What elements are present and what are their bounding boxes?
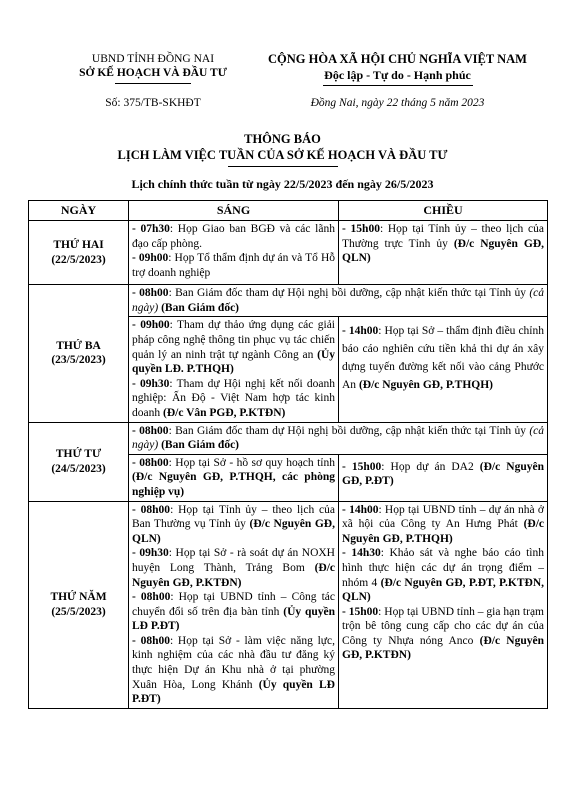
schedule-item: - 14h00: Họp tại UBND tỉnh – dự án nhà ở xã hội của Công ty An Hưng Phát (Đ/c Nguyên GĐ, P.THQH): [342, 503, 544, 545]
schedule-item: - 08h00: Họp tại UBND tỉnh – Công tác chuyển đổi số trên địa bàn tỉnh (Ủy quyền LĐ P.ĐT): [132, 591, 336, 633]
all-day-cell: - 08h00: Ban Giám đốc tham dự Hội nghị bồi dưỡng, cập nhật kiến thức tại Tỉnh ủy (cả ngày) (Ban Giám đốc): [129, 422, 548, 454]
nation-name: CỘNG HÒA XÃ HỘI CHỦ NGHĨA VIỆT NAM: [268, 52, 527, 66]
morning-cell: [129, 317, 339, 422]
schedule-period: Lịch chính thức tuần từ ngày 22/5/2023 đến ngày 26/5/2023: [131, 177, 434, 191]
all-day-cell: - 08h00: Ban Giám đốc tham dự Hội nghị bồi dưỡng, cập nhật kiến thức tại Tỉnh ủy (cả ngày) (Ban Giám đốc): [129, 285, 548, 317]
schedule-item: - 09h30: Tham dự Hội nghị kết nối doanh nghiệp: Ấn Độ - Việt Nam hợp tác kinh doanh (Đ/c Vân PGĐ, P.KTĐN): [132, 377, 335, 419]
morning-cell: [129, 454, 339, 501]
issuer-block: [58, 52, 248, 110]
table-row: [29, 285, 548, 317]
schedule-table: [28, 200, 548, 709]
schedule-item: - 08h00: Họp tại Tỉnh ủy – theo lịch của Ban Thường vụ Tỉnh ủy (Đ/c Nguyên GĐ, QLN): [132, 503, 335, 545]
issuer-underline: [115, 83, 191, 84]
day-cell: [29, 285, 129, 422]
document-number: Số: 375/TB-SKHĐT: [105, 96, 201, 109]
schedule-item: - 09h30: Họp tại Sở - rà soát dự án NOXH huyện Long Thành, Trảng Bom (Đ/c Nguyên GĐ, P.KTĐN): [132, 547, 335, 589]
schedule-item: - 09h00: Họp Tổ thẩm định dự án và Tổ Hỗ trợ doanh nghiệp: [132, 252, 335, 280]
afternoon-cell: [339, 501, 548, 708]
day-date: (24/5/2023): [51, 462, 106, 475]
header-morning: SÁNG: [129, 201, 339, 221]
day-cell: [29, 501, 129, 708]
schedule-item: - 14h00: Họp tại Sở – thẩm định điều chỉnh báo cáo nghiên cứu tiền khả thi dự án xây dựng tuyến đường kết nối vào cảng Phước An (Đ/c Nguyên GĐ, P.THQH): [342, 325, 544, 391]
morning-cell: [129, 501, 339, 708]
table-header-row: [29, 201, 548, 221]
schedule-item: - 08h00: Họp tại Sở - làm việc năng lực, kinh nghiệm của các nhà đầu tư đăng ký thực hiện Dự án Khu nhà ở tại phường Xuân Hòa, Long Khánh (Ủy quyền LĐ P.ĐT): [132, 634, 335, 706]
schedule-item: - 15h00: Họp tại UBND tỉnh – gia hạn trạm trộn bê tông cung cấp cho các dự án của Công ty Nhựa nóng Anco (Đ/c Nguyên GĐ, P.KTĐN): [342, 605, 544, 662]
issuer-parent-org: UBND TỈNH ĐỒNG NAI: [91, 53, 215, 65]
day-date: (25/5/2023): [51, 605, 106, 618]
day-date: (22/5/2023): [51, 253, 106, 266]
national-header: [255, 52, 540, 110]
day-cell: [29, 422, 129, 501]
schedule-item: - 09h00: Tham dự thảo ứng dụng các giải pháp công nghệ thông tin phục vụ tác chiến quản lý an ninh trật tự ngành Công an (Ủy quyền LĐ. P.THQH): [132, 319, 335, 376]
national-motto: Độc lập - Tự do - Hạnh phúc: [324, 67, 471, 82]
header-day: NGÀY: [29, 201, 129, 221]
table-row: [29, 501, 548, 708]
day-name: THỨ NĂM: [50, 591, 107, 604]
day-name: THỨ TƯ: [55, 447, 102, 460]
afternoon-cell: [339, 454, 548, 501]
schedule-item: - 07h30: Họp Giao ban BGĐ và các lãnh đạo cấp phòng.: [132, 223, 335, 250]
afternoon-cell: [339, 221, 548, 285]
issuer-org: SỞ KẾ HOẠCH VÀ ĐẦU TƯ: [79, 67, 227, 80]
schedule-item: - 15h00: Họp tại Tỉnh ủy – theo lịch của Thường trực Tỉnh ủy (Đ/c Nguyên GĐ, QLN): [342, 223, 544, 265]
header-afternoon: CHIỀU: [339, 201, 548, 221]
motto-underline: [323, 85, 473, 86]
afternoon-cell: [339, 317, 548, 422]
table-row: [29, 221, 548, 285]
day-name: THỨ BA: [56, 339, 101, 352]
schedule-item: - 15h00: Họp dự án DA2 (Đ/c Nguyên GĐ, P.ĐT): [342, 460, 544, 488]
day-date: (23/5/2023): [51, 354, 106, 367]
table-row: [29, 422, 548, 454]
document-title: LỊCH LÀM VIỆC TUẦN CỦA SỞ KẾ HOẠCH VÀ ĐẦU TƯ: [117, 148, 448, 162]
document-date: Đồng Nai, ngày 22 tháng 5 năm 2023: [310, 96, 485, 109]
day-cell: [29, 221, 129, 285]
day-name: THỨ HAI: [53, 239, 104, 252]
schedule-item: - 08h00: Họp tại Sở - hồ sơ quy hoạch tỉnh (Đ/c Nguyên GĐ, P.THQH, các phòng nghiệp vụ): [132, 456, 335, 498]
morning-cell: [129, 221, 339, 285]
title-underline: [228, 166, 338, 167]
schedule-item: - 14h30: Khảo sát và nghe báo cáo tình hình thực hiện các dự án trọng điểm – nhóm 4 (Đ/c Nguyên GĐ, P.ĐT, P.KTĐN, QLN): [342, 547, 545, 604]
document-type: THÔNG BÁO: [244, 132, 321, 146]
